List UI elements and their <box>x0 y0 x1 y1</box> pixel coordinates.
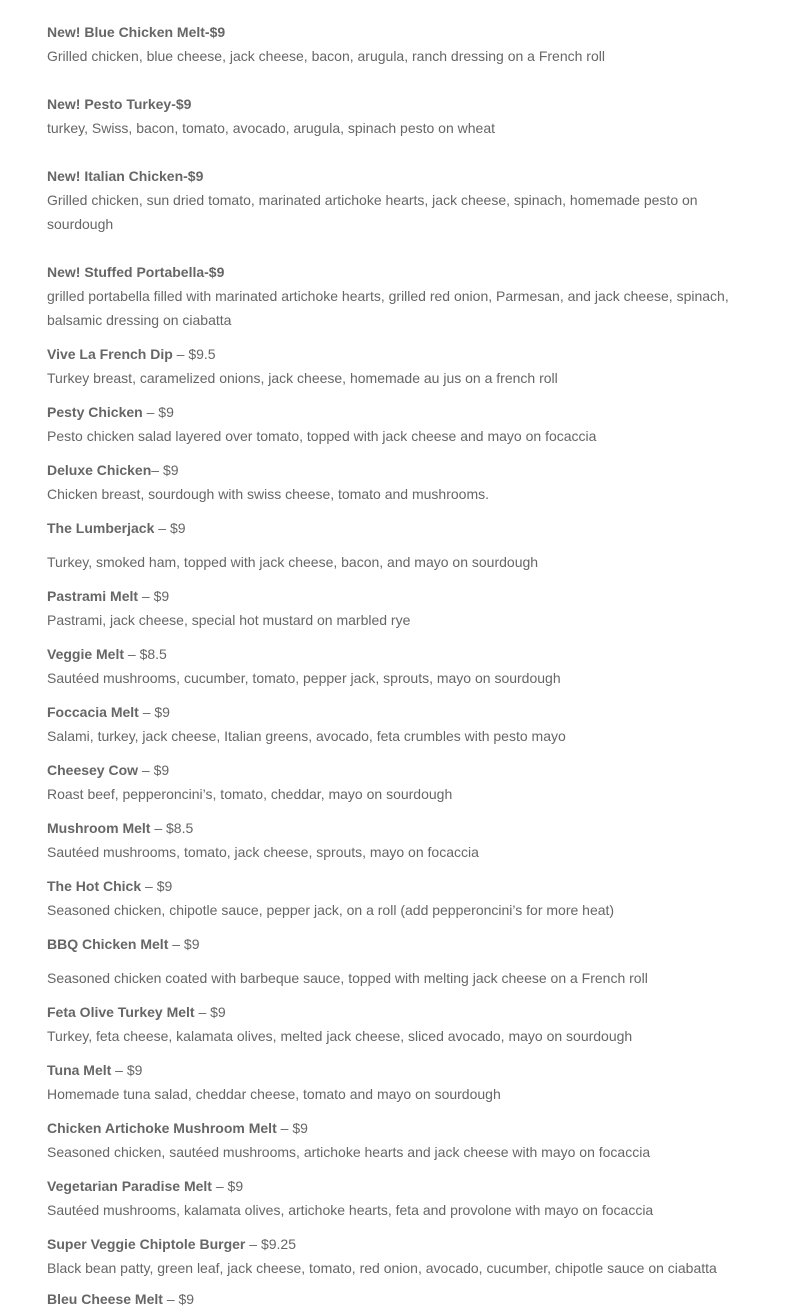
menu-item-price: – $8.5 <box>124 646 167 662</box>
menu-item-price: – $9 <box>138 588 170 604</box>
menu-item-heading <box>47 1058 747 1082</box>
menu-item-heading <box>47 932 747 956</box>
menu-item-description: Salami, turkey, jack cheese, Italian greens, avocado, feta crumbles with pesto mayo <box>47 728 566 744</box>
menu-item-name: Deluxe Chicken <box>47 462 152 478</box>
menu-item-price: – $8.5 <box>150 820 194 836</box>
menu-item-heading <box>47 700 747 724</box>
menu-item-heading <box>47 1287 747 1311</box>
menu-item-name: New! Pesto Turkey-$9 <box>47 96 192 112</box>
menu-item-description: Grilled chicken, blue cheese, jack cheese, bacon, arugula, ranch dressing on a French roll <box>47 48 605 64</box>
menu-item-description: grilled portabella filled with marinated artichoke hearts, grilled red onion, Parmesan, and jack cheese, spinach, balsamic dressing on ciabatta <box>47 288 729 328</box>
menu-item-name: The Lumberjack <box>47 520 155 536</box>
menu-item-description: Seasoned chicken, sautéed mushrooms, artichoke hearts and jack cheese with mayo on focaccia <box>47 1144 651 1160</box>
menu-item-price: – $9 <box>111 1062 143 1078</box>
menu-item-name: Vive La French Dip <box>47 346 173 362</box>
menu-item-description: Seasoned chicken coated with barbeque sauce, topped with melting jack cheese on a French roll <box>47 970 648 986</box>
menu-item-description: Pastrami, jack cheese, special hot mustard on marbled rye <box>47 612 411 628</box>
menu-item-price: – $9 <box>154 520 186 536</box>
menu-item-description: Turkey, feta cheese, kalamata olives, melted jack cheese, sliced avocado, mayo on sourdough <box>47 1028 633 1044</box>
menu-item-heading <box>47 816 747 840</box>
menu-item-name: Feta Olive Turkey Melt <box>47 1004 195 1020</box>
menu-item-price: – $9 <box>162 1291 195 1307</box>
menu-item-heading <box>47 874 747 898</box>
menu-item-name: Pesty Chicken <box>47 404 143 420</box>
menu-item-name: Vegetarian Paradise Melt <box>47 1178 212 1194</box>
menu-item-name: The Hot Chick <box>47 878 142 894</box>
menu-item-description: Grilled chicken, sun dried tomato, marinated artichoke hearts, jack cheese, spinach, homemade pesto on sourdough <box>47 192 698 232</box>
menu-item-description: turkey, Swiss, bacon, tomato, avocado, arugula, spinach pesto on wheat <box>47 120 495 136</box>
menu-item-description: Homemade tuna salad, cheddar cheese, tomato and mayo on sourdough <box>47 1086 501 1102</box>
menu-item-description: Roast beef, pepperoncini’s, tomato, cheddar, mayo on sourdough <box>47 786 453 802</box>
menu-item-name: Chicken Artichoke Mushroom Melt <box>47 1120 277 1136</box>
menu-item-name: Cheesey Cow <box>47 762 139 778</box>
menu-item-description: Chicken breast, sourdough with swiss cheese, tomato and mushrooms. <box>47 486 489 502</box>
menu-item-heading <box>47 342 747 366</box>
menu-item-price: – $9 <box>138 762 170 778</box>
menu-item-price: – $9 <box>211 1178 244 1194</box>
menu-item-description: Turkey breast, caramelized onions, jack cheese, homemade au jus on a french roll <box>47 370 558 386</box>
menu-item-name: Bleu Cheese Melt <box>47 1291 163 1307</box>
menu-item-heading <box>47 20 747 44</box>
menu-item-price: – $9 <box>194 1004 226 1020</box>
menu-item-name: Mushroom Melt <box>47 820 151 836</box>
menu-item-heading <box>47 642 747 666</box>
menu-item-name: Veggie Melt <box>47 646 125 662</box>
menu-item-name: New! Italian Chicken-$9 <box>47 168 204 184</box>
menu-item-heading <box>47 1116 747 1140</box>
menu-item-heading <box>47 516 747 540</box>
menu-item-heading <box>47 584 747 608</box>
menu-item-description: Seasoned chicken, chipotle sauce, pepper jack, on a roll (add pepperoncini’s for more heat) <box>47 902 615 918</box>
menu-item-price: – $9 <box>276 1120 308 1136</box>
menu-item-description: Sautéed mushrooms, tomato, jack cheese, sprouts, mayo on focaccia <box>47 844 479 860</box>
menu-item-price: – $9 <box>168 936 200 952</box>
menu-item-name: Tuna Melt <box>47 1062 112 1078</box>
menu-item-price: – $9.25 <box>245 1236 296 1252</box>
menu-item-description: Pesto chicken salad layered over tomato, topped with jack cheese and mayo on focaccia <box>47 428 597 444</box>
menu-item-price: – $9 <box>142 404 174 420</box>
menu-item-price: – $9 <box>151 462 179 478</box>
menu-item-name: New! Stuffed Portabella-$9 <box>47 264 225 280</box>
menu-item-heading <box>47 1174 747 1198</box>
menu-item-name: New! Blue Chicken Melt-$9 <box>47 24 226 40</box>
menu-item-description: Turkey, smoked ham, topped with jack cheese, bacon, and mayo on sourdough <box>47 554 539 570</box>
menu-item-name: BBQ Chicken Melt <box>47 936 169 952</box>
menu-item-price: – $9.5 <box>172 346 216 362</box>
menu-item-name: Pastrami Melt <box>47 588 139 604</box>
menu-item-price: – $9 <box>138 704 170 720</box>
menu-item-heading <box>47 1000 747 1024</box>
menu-item-name: Foccacia Melt <box>47 704 139 720</box>
menu-item-description: Sautéed mushrooms, kalamata olives, artichoke hearts, feta and provolone with mayo on focaccia <box>47 1202 654 1218</box>
menu-item-heading <box>47 400 747 424</box>
menu-item-heading <box>47 92 747 116</box>
menu-item-description: Sautéed mushrooms, cucumber, tomato, pepper jack, sprouts, mayo on sourdough <box>47 670 561 686</box>
menu-item-heading <box>47 458 747 482</box>
menu-item-heading <box>47 164 747 188</box>
menu-item-price: – $9 <box>141 878 173 894</box>
menu-item-description: Black bean patty, green leaf, jack cheese, tomato, red onion, avocado, cucumber, chipotle sauce on ciabatta <box>47 1260 717 1276</box>
menu-item-heading <box>47 260 747 284</box>
menu-item-heading <box>47 1232 747 1256</box>
menu-item-heading <box>47 758 747 782</box>
menu-item-name: Super Veggie Chiptole Burger <box>47 1236 246 1252</box>
